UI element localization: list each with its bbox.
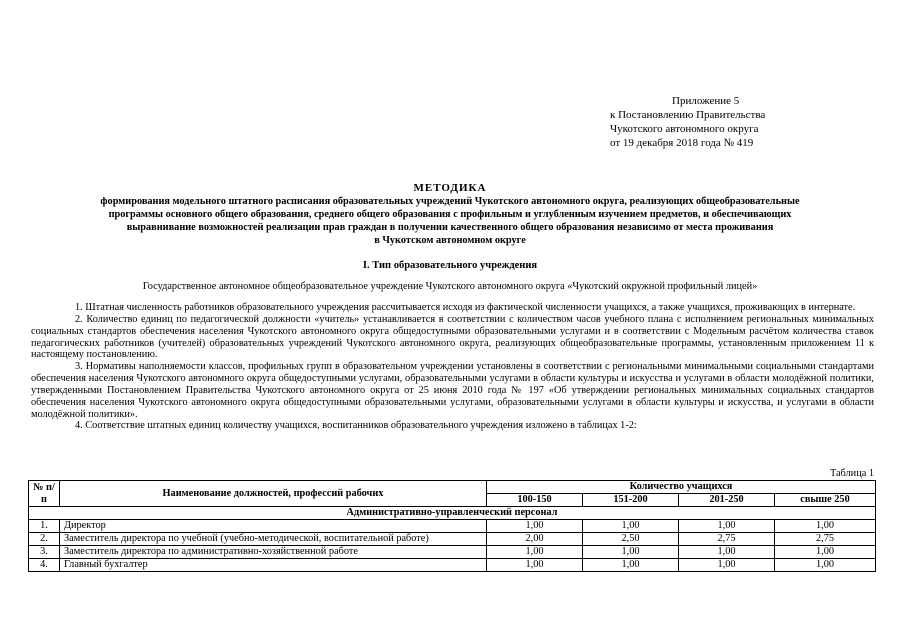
- row-position: Главный бухгалтер: [60, 559, 487, 572]
- staff-table: [28, 480, 876, 572]
- appendix-line-1: Приложение 5: [672, 95, 740, 107]
- row-value: 1,00: [775, 520, 876, 533]
- table-row: [29, 546, 876, 559]
- row-num: 3.: [29, 546, 60, 559]
- table-row: [29, 520, 876, 533]
- document-title: МЕТОДИКА: [413, 182, 487, 194]
- row-value: 1,00: [775, 559, 876, 572]
- row-value: 1,00: [775, 546, 876, 559]
- row-position: Заместитель директора по учебной (учебно-методической, воспитательной работе): [60, 533, 487, 546]
- header-range: 100-150: [487, 494, 583, 507]
- header-range: 151-200: [583, 494, 679, 507]
- row-value: 1,00: [487, 546, 583, 559]
- appendix-line-2: к Постановлению Правительства: [610, 109, 766, 121]
- paragraph-3: 3. Нормативы наполняемости классов, профильных групп в образовательном учреждении установлены в соответствии с региональными минимальными социальными стандартами обеспечения населения Чукотского автономного округа общедоступными услугами, образовательными услугами в области культуры и искусства и услугами в области молодёжной политики, утвержденными Постановлением Правительства Чукотского автономного округа от 25 июня 2010 года № 197 «Об утверждении региональных минимальных социальных стандартов обеспечения населения Чукотского автономного округа общедоступными образовательными услугами, образовательными услугами в области культуры и искусства, и услугами в области молодёжной политики».: [31, 361, 874, 420]
- header-range: свыше 250: [775, 494, 876, 507]
- table-row: [29, 559, 876, 572]
- row-num: 4.: [29, 559, 60, 572]
- document-body: [31, 302, 874, 432]
- row-value: 1,00: [583, 559, 679, 572]
- header-count-group: Количество учащихся: [487, 481, 876, 494]
- row-value: 1,00: [583, 520, 679, 533]
- row-position: Заместитель директора по административно-хозяйственной работе: [60, 546, 487, 559]
- row-value: 1,00: [583, 546, 679, 559]
- row-value: 1,00: [679, 546, 775, 559]
- paragraph-2: 2. Количество единиц по педагогической должности «учитель» устанавливается в соответствии с количеством часов учебного плана с исполнением региональных минимальных социальных стандартов обеспечения населения Чукотского автономного округа общедоступными образовательными услугами и в соответствии с Модельным расчётом количества ставок педагогических работников (учителей) образовательных учреждений Чукотского автономного округа, реализующих общеобразовательные программы, установленным приложением 11 к настоящему постановлению.: [31, 313, 874, 361]
- row-value: 2,00: [487, 533, 583, 546]
- header-range: 201-250: [679, 494, 775, 507]
- paragraph-4: 4. Соответствие штатных единиц количеству учащихся, воспитанников образовательного учреждения изложено в таблицах 1-2:: [75, 420, 637, 432]
- row-value: 2,50: [583, 533, 679, 546]
- row-position: Директор: [60, 520, 487, 533]
- table-header-row: [29, 481, 876, 494]
- table-label: Таблица 1: [829, 468, 874, 479]
- row-value: 2,75: [775, 533, 876, 546]
- subtitle-line: в Чукотском автономном округе: [374, 235, 526, 246]
- row-value: 1,00: [487, 559, 583, 572]
- section-heading: I. Тип образовательного учреждения: [362, 260, 538, 271]
- subtitle-line: выравнивание возможностей реализации прав граждан в получении качественного общего образования независимо от места проживания: [126, 222, 774, 233]
- row-num: 1.: [29, 520, 60, 533]
- category-label: Административно-управленческий персонал: [29, 507, 876, 520]
- header-num: № п/п: [29, 481, 60, 507]
- row-num: 2.: [29, 533, 60, 546]
- appendix-line-4: от 19 декабря 2018 года № 419: [610, 137, 754, 149]
- subtitle-line: формирования модельного штатного расписания образовательных учреждений Чукотского автономного округа, реализующих общеобразовательные: [100, 196, 800, 207]
- header-name: Наименование должностей, профессий рабочих: [60, 481, 487, 507]
- table-row: [29, 533, 876, 546]
- row-value: 1,00: [487, 520, 583, 533]
- document-subtitle: [40, 195, 860, 247]
- row-value: 1,00: [679, 520, 775, 533]
- appendix-line-3: Чукотского автономного округа: [610, 123, 759, 135]
- institution-name: Государственное автономное общеобразовательное учреждение Чукотского автономного округа «Чукотский окружной профильный лицей»: [142, 281, 758, 292]
- row-value: 2,75: [679, 533, 775, 546]
- appendix-header: [610, 94, 830, 150]
- subtitle-line: программы основного общего образования, среднего общего образования с профильным и углубленным изучением предметов, и обеспечивающих: [108, 209, 792, 220]
- row-value: 1,00: [679, 559, 775, 572]
- category-row: [29, 507, 876, 520]
- paragraph-1: 1. Штатная численность работников образовательного учреждения рассчитывается исходя из фактической численности учащихся, а также учащихся, проживающих в интернате.: [75, 302, 856, 313]
